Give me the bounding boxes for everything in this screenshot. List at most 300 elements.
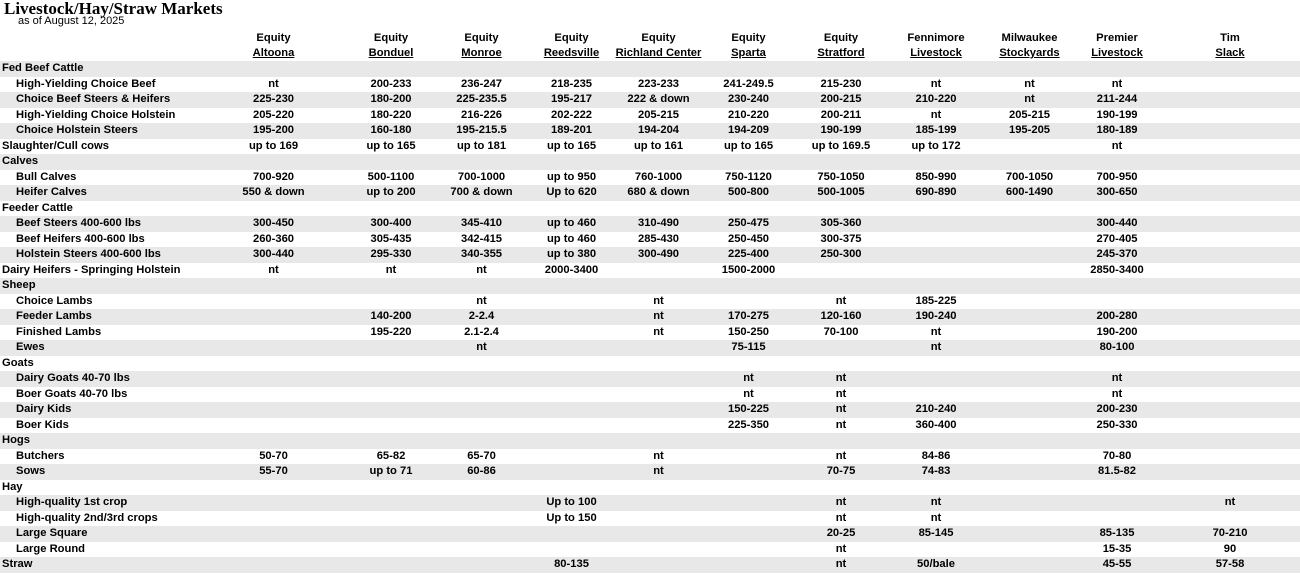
price-cell: 250-330 [1096,418,1138,431]
price-cell: 85-145 [887,526,985,542]
price-cell: 300-440 [1074,216,1160,232]
price-cell [347,278,435,294]
price-cell [702,278,795,294]
price-cell [347,511,435,527]
price-cell [1074,480,1160,496]
category-row [0,139,1300,155]
price-cell: 200-280 [1074,309,1160,325]
price-cell [887,201,985,217]
price-cell [702,526,795,542]
price-cell: 340-355 [435,247,528,263]
price-cell [1160,185,1300,201]
price-cell [347,402,435,418]
price-cell: nt [653,294,664,307]
price-cell: 55-70 [200,464,347,480]
price-cell: 200-233 [370,77,412,90]
price-cell [528,418,615,434]
price-cell: nt [1074,371,1160,387]
row-label: High-quality 2nd/3rd crops [16,511,158,524]
price-cell [1160,201,1300,217]
price-cell: 189-201 [528,123,615,139]
price-cell [1160,92,1300,108]
price-cell: nt [835,418,847,431]
price-cell: up to 165 [723,139,774,152]
price-cell: 20-25 [795,526,887,542]
price-cell [1160,170,1300,186]
price-cell: 200-211 [820,108,862,121]
price-cell [985,480,1074,496]
price-cell: 65-70 [467,449,496,462]
price-cell: 70-80 [1102,449,1132,462]
price-cell: nt [615,464,702,480]
price-cell: 310-490 [615,216,702,232]
price-cell [985,387,1074,403]
row-label: Ewes [0,340,200,356]
price-cell [1160,433,1300,449]
row-label: Holstein Steers 400-600 lbs [0,247,200,263]
price-cell: 150-225 [702,402,795,418]
price-cell: nt [743,387,754,400]
row-label: Heifer Calves [0,185,200,201]
row-label: Bull Calves [16,170,77,183]
price-cell: 285-430 [637,232,680,245]
price-cell: 195-215.5 [435,123,528,139]
header-blank [0,30,200,61]
price-cell [1160,216,1300,232]
price-cell [615,371,702,387]
price-cell: 700 & down [435,185,528,201]
column-header-market: Livestock [1091,47,1143,59]
price-cell: 225-400 [702,247,795,263]
price-cell: up to 165 [366,139,416,152]
category-label: Calves [0,154,200,170]
table-row [0,185,1300,201]
price-cell: nt [1111,139,1123,152]
price-cell: nt [887,340,985,356]
row-label: Choice Lambs [16,294,93,307]
price-cell: 205-220 [252,108,295,121]
category-label: Hogs [0,433,200,449]
row-label: Boer Goats 40-70 lbs [16,387,128,400]
price-cell [200,511,347,527]
price-cell [347,201,435,217]
price-cell: nt [930,77,942,90]
price-cell: 202-222 [550,108,593,121]
price-cell: 75-115 [702,340,795,356]
column-header-top: Equity [731,32,766,44]
price-cell [795,340,887,356]
price-cell [887,61,985,77]
price-cell [702,542,795,558]
price-cell [1160,340,1300,356]
row-label: Boer Kids [16,418,69,431]
column-header-market: Livestock [910,47,962,59]
price-cell: 190-200 [1096,325,1138,338]
price-cell: 120-160 [795,309,887,325]
price-cell [435,480,528,496]
price-cell: 190-240 [887,309,985,325]
price-cell: 225-230 [200,92,347,108]
price-cell [200,526,347,542]
category-row [0,201,1300,217]
price-cell [1160,77,1300,93]
column-header-market: Slack [1215,47,1245,59]
price-cell [615,418,702,434]
table-row [0,526,1300,542]
price-cell [200,402,347,418]
table-row [0,511,1300,527]
price-cell [702,557,795,573]
row-label: High-quality 1st crop [0,495,200,511]
table-row [0,542,1300,558]
price-cell: 200-230 [1074,402,1160,418]
price-cell [435,201,528,217]
price-cell [702,201,795,217]
price-cell [887,480,985,496]
price-cell: nt [835,449,847,462]
price-cell [200,340,347,356]
price-cell [795,263,887,279]
row-label: Large Square [0,526,200,542]
price-cell: Up to 100 [528,495,615,511]
table-row [0,495,1300,511]
price-cell [347,61,435,77]
price-cell [200,387,347,403]
price-cell [528,340,615,356]
price-cell [1160,464,1300,480]
price-cell: nt [835,294,847,307]
price-cell [615,387,702,403]
price-cell: 70-100 [823,325,859,338]
price-cell: 180-220 [370,108,412,121]
price-cell: 260-360 [252,232,295,245]
price-cell [702,294,795,310]
price-cell: nt [385,263,397,276]
price-cell: 80-100 [1074,340,1160,356]
table-row [0,418,1300,434]
price-cell [985,294,1074,310]
price-cell [615,356,702,372]
price-cell: 250-475 [702,216,795,232]
column-header [435,30,528,61]
price-cell: 80-135 [528,557,615,573]
price-cell [1160,511,1300,527]
price-cell: nt [476,263,487,276]
price-cell [985,201,1074,217]
price-cell: 850-990 [915,170,957,183]
price-cell [985,232,1074,248]
price-cell [528,526,615,542]
price-cell: nt [268,77,279,90]
price-cell [1160,402,1300,418]
price-cell: up to 460 [546,232,597,245]
price-cell: 700-920 [252,170,295,183]
price-cell: 300-375 [820,232,862,245]
price-cell [435,387,528,403]
price-cell [1160,247,1300,263]
price-cell: nt [1160,495,1300,511]
price-cell [702,154,795,170]
price-cell: 200-215 [795,92,887,108]
price-cell: nt [702,371,795,387]
price-cell [435,542,528,558]
price-cell [347,542,435,558]
price-cell: 500-800 [702,185,795,201]
table-row [0,170,1300,186]
price-cell [1160,371,1300,387]
price-cell: 750-1120 [725,170,772,183]
price-cell [435,526,528,542]
price-cell: 300-450 [200,216,347,232]
category-label: Feeder Cattle [2,201,73,214]
price-cell [795,356,887,372]
price-cell: 250-450 [727,232,770,245]
price-cell [985,542,1074,558]
price-cell: 550 & down [200,185,347,201]
price-cell: 195-220 [370,325,412,338]
column-header-market: Richland Center [615,47,702,59]
column-header [702,30,795,61]
column-header-top: Equity [641,32,676,44]
price-cell [528,464,615,480]
price-cell [200,480,347,496]
price-cell [200,294,347,310]
column-header-top: Tim [1220,32,1240,44]
price-cell [1160,387,1300,403]
table-row [0,232,1300,248]
price-cell [615,61,702,77]
price-cell: 210-240 [887,402,985,418]
price-cell [985,371,1074,387]
price-cell [795,480,887,496]
row-label: Choice Beef Steers & Heifers [0,92,200,108]
column-header [795,30,887,61]
price-cell: 57-58 [1160,557,1300,573]
price-cell [528,449,615,465]
price-cell [887,232,985,248]
price-cell: up to 161 [633,139,684,152]
column-header-market: Monroe [461,47,502,59]
price-cell [985,154,1074,170]
price-cell: Up to 620 [528,185,615,201]
price-cell [985,495,1074,511]
price-cell [347,154,435,170]
price-cell [200,278,347,294]
price-cell: 300-400 [347,216,435,232]
price-cell: 700-1000 [457,170,506,183]
column-header-top: Equity [823,32,859,44]
page-title: Livestock/Hay/Straw Markets [4,0,223,18]
price-cell [347,387,435,403]
price-cell: nt [476,294,487,307]
price-cell: 190-199 [795,123,887,139]
price-cell [435,278,528,294]
price-cell [615,154,702,170]
price-cell [1074,278,1160,294]
row-label: Sows [0,464,200,480]
category-label: Dairy Heifers - Springing Holstein [2,263,181,276]
price-cell: 295-330 [347,247,435,263]
price-cell [985,139,1074,155]
row-label: Feeder Lambs [0,309,200,325]
price-cell: 690-890 [887,185,985,201]
price-cell: 700-950 [1096,170,1138,183]
report-date: as of August 12, 2025 [18,15,125,27]
price-cell [887,154,985,170]
price-cell [702,480,795,496]
price-cell [435,557,528,573]
row-label: Beef Steers 400-600 lbs [0,216,200,232]
price-cell [1160,61,1300,77]
price-cell: 90 [1223,542,1237,555]
price-cell [887,263,985,279]
price-cell: 700-1050 [1005,170,1054,183]
price-cell [702,511,795,527]
price-cell: nt [795,402,887,418]
table-row [0,216,1300,232]
price-cell [528,201,615,217]
price-cell [795,433,887,449]
price-cell: 85-135 [1074,526,1160,542]
price-cell [887,542,985,558]
price-cell: 300-650 [1074,185,1160,201]
column-header-top: Fennimore [907,32,965,44]
price-cell: 185-199 [887,123,985,139]
price-cell [435,61,528,77]
price-cell: up to 181 [456,139,507,152]
price-cell: 2850-3400 [1090,263,1144,276]
price-cell [887,387,985,403]
price-cell: 205-215 [637,108,680,121]
price-cell [200,418,347,434]
price-cell [702,464,795,480]
column-header [887,30,985,61]
price-cell: 194-209 [702,123,795,139]
price-cell: 223-233 [637,77,680,90]
price-cell [528,294,615,310]
price-cell: 250-300 [795,247,887,263]
price-cell: 750-1050 [817,170,865,183]
price-cell [1160,294,1300,310]
category-label: Straw [0,557,200,573]
price-cell: 2.1-2.4 [464,325,499,338]
price-cell [347,356,435,372]
table-row [0,449,1300,465]
price-cell [347,526,435,542]
price-cell: 140-200 [347,309,435,325]
price-cell [795,61,887,77]
row-label: Choice Holstein Steers [0,123,200,139]
price-cell [1074,154,1160,170]
price-cell: up to 169 [248,139,299,152]
price-cell [615,526,702,542]
price-cell: nt [835,511,847,524]
price-cell: 210-220 [887,92,985,108]
price-cell: up to 380 [528,247,615,263]
price-cell: 2000-3400 [544,263,599,276]
price-cell [887,371,985,387]
price-cell [528,356,615,372]
price-cell: 195-200 [200,123,347,139]
price-cell: up to 200 [347,185,435,201]
price-cell [528,402,615,418]
price-cell: 218-235 [550,77,593,90]
price-cell: 760-1000 [634,170,683,183]
row-label: High-Yielding Choice Holstein [16,108,176,121]
price-cell [1074,433,1160,449]
price-cell: 342-415 [460,232,503,245]
price-cell: 225-235.5 [435,92,528,108]
price-cell: 360-400 [915,418,957,431]
price-cell [615,480,702,496]
table-body [0,61,1300,573]
table-row [0,247,1300,263]
price-cell: 70-75 [795,464,887,480]
price-cell [702,433,795,449]
category-row [0,356,1300,372]
price-cell [435,511,528,527]
price-cell: 500-1005 [795,185,887,201]
column-header-market: Stockyards [999,47,1060,59]
price-cell [795,278,887,294]
price-cell [1074,201,1160,217]
price-cell [702,449,795,465]
price-cell [528,154,615,170]
column-header-top: Milwaukee [1001,32,1058,44]
price-cell: 185-225 [915,294,957,307]
price-cell [615,511,702,527]
price-cell: 195-205 [985,123,1074,139]
table-row [0,77,1300,93]
table-row [0,294,1300,310]
price-cell [795,201,887,217]
row-label: High-Yielding Choice Beef [16,77,156,90]
price-cell [1160,356,1300,372]
price-cell: nt [268,263,279,276]
price-cell: up to 460 [528,216,615,232]
price-cell [347,433,435,449]
price-cell: 241-249.5 [723,77,774,90]
column-header [347,30,435,61]
table-row [0,464,1300,480]
price-cell: 45-55 [1074,557,1160,573]
price-cell: 15-35 [1102,542,1132,555]
price-cell: 180-189 [1074,123,1160,139]
price-cell [985,216,1074,232]
price-cell [347,557,435,573]
table-row [0,108,1300,124]
price-cell [1160,325,1300,341]
price-cell [1160,263,1300,279]
price-cell: up to 950 [546,170,597,183]
price-cell: 305-360 [795,216,887,232]
price-cell: 205-215 [1008,108,1051,121]
price-cell [985,61,1074,77]
price-cell [615,402,702,418]
row-label: Dairy Goats 40-70 lbs [0,371,200,387]
category-label: Hay [2,480,23,493]
price-cell [1074,511,1160,527]
price-cell: nt [985,92,1074,108]
price-cell: nt [835,542,847,555]
price-cell: nt [795,371,887,387]
price-cell [1074,495,1160,511]
category-row [0,263,1300,279]
price-cell [615,542,702,558]
row-label: Butchers [16,449,65,462]
category-row [0,480,1300,496]
column-header [615,30,702,61]
